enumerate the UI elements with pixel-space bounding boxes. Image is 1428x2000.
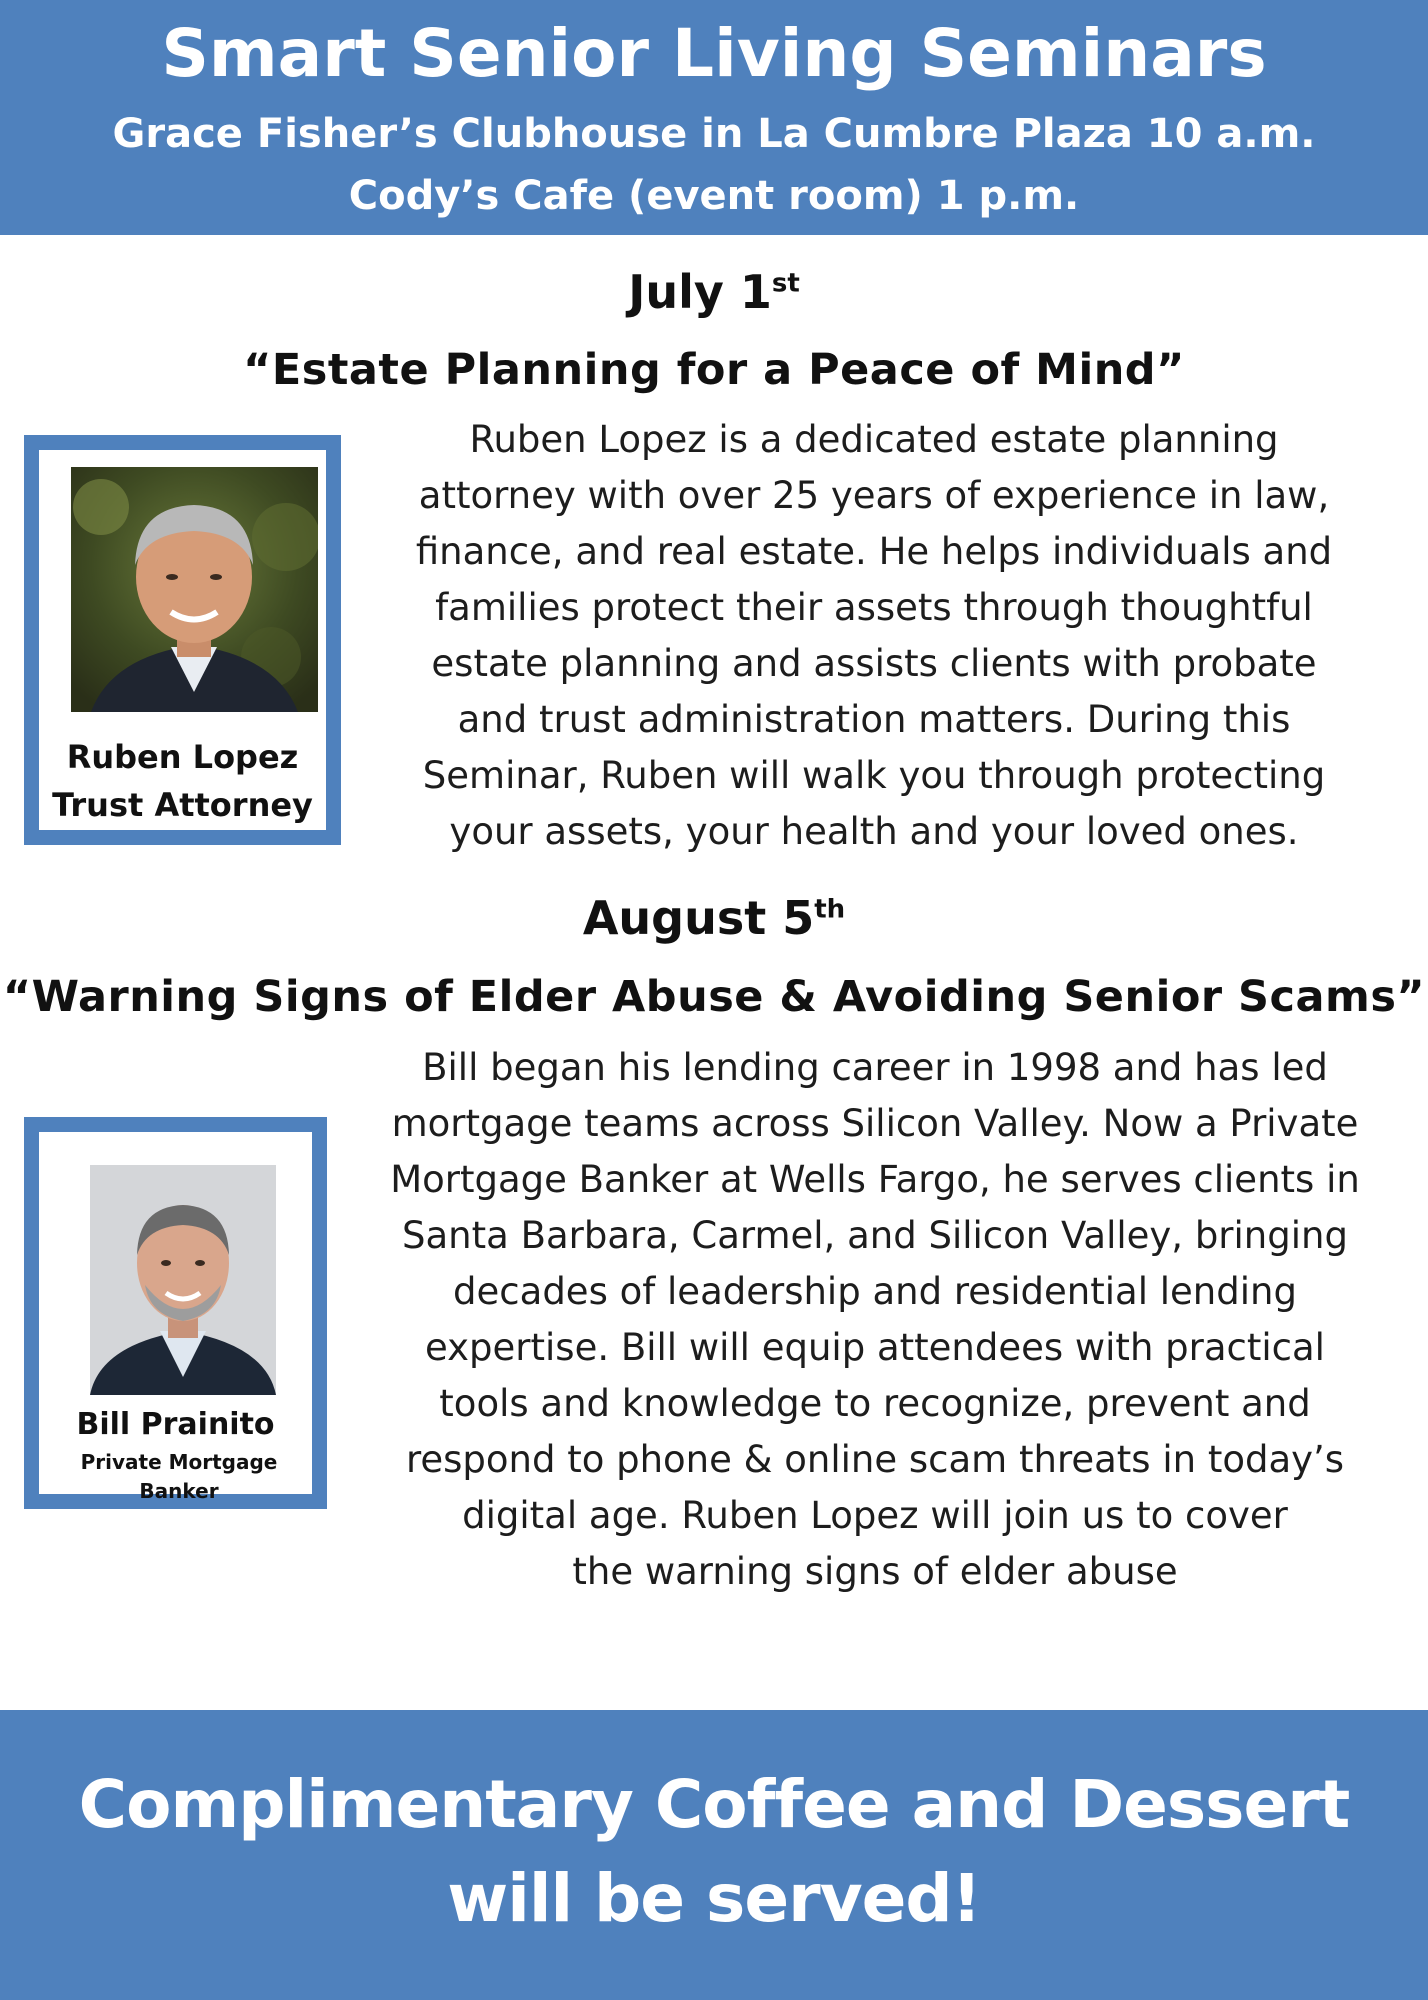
seminar-1-date-suffix: st	[771, 268, 800, 299]
bio-line: your assets, your health and your loved ones.	[449, 810, 1299, 853]
bio-line: Seminar, Ruben will walk you through protecting	[422, 754, 1326, 797]
speaker-1-photo	[71, 467, 318, 712]
bio-line: Ruben Lopez is a dedicated estate planning	[469, 418, 1279, 461]
bio-line: attorney with over 25 years of experience in law,	[418, 474, 1330, 517]
footer-line-2: will be served!	[447, 1860, 981, 1937]
speaker-1-card	[24, 435, 341, 845]
bio-line: respond to phone & online scam threats in today’s	[405, 1438, 1345, 1481]
seminar-1-topic: “Estate Planning for a Peace of Mind”	[243, 345, 1185, 395]
speaker-2-card	[24, 1117, 327, 1509]
bio-line: Mortgage Banker at Wells Fargo, he serves clients in	[390, 1158, 1360, 1201]
page-title: Smart Senior Living Seminars	[161, 15, 1267, 92]
header-banner	[0, 0, 1428, 235]
bio-line: Santa Barbara, Carmel, and Silicon Valley, bringing	[402, 1214, 1348, 1257]
bio-line: mortgage teams across Silicon Valley. Now a Private	[391, 1102, 1359, 1145]
bio-line: Bill began his lending career in 1998 and has led	[422, 1046, 1328, 1089]
bio-line: expertise. Bill will equip attendees with practical	[425, 1326, 1325, 1369]
seminar-2-topic: “Warning Signs of Elder Abuse & Avoiding Senior Scams”	[2, 972, 1426, 1022]
bio-line: decades of leadership and residential lending	[453, 1270, 1297, 1313]
seminar-1-date-text: July 1	[628, 265, 772, 319]
bio-line: estate planning and assists clients with probate	[431, 642, 1317, 685]
seminar-1-bio	[374, 412, 1374, 860]
bio-line: and trust administration matters. During this	[457, 698, 1291, 741]
seminar-2-date-text: August 5	[582, 891, 815, 945]
speaker-1-title: Trust Attorney	[52, 786, 313, 824]
footer-line-1: Complimentary Coffee and Dessert	[78, 1766, 1350, 1843]
location-line-2: Cody’s Cafe (event room) 1 p.m.	[348, 173, 1080, 219]
seminar-2-date	[0, 890, 1428, 946]
footer-banner	[0, 1710, 1428, 2000]
bio-line: digital age. Ruben Lopez will join us to cover	[462, 1494, 1288, 1537]
seminar-1-date	[0, 264, 1428, 320]
speaker-2-photo	[90, 1165, 276, 1395]
bio-line: families protect their assets through thoughtful	[435, 586, 1313, 629]
bio-line: tools and knowledge to recognize, prevent and	[439, 1382, 1311, 1425]
speaker-2-title: Private Mortgage Banker	[80, 1450, 278, 1503]
bio-line: finance, and real estate. He helps individuals and	[415, 530, 1333, 573]
speaker-1-portrait	[71, 467, 318, 712]
bio-line: the warning signs of elder abuse	[572, 1550, 1178, 1593]
speaker-2-name: Bill Prainito	[76, 1407, 275, 1442]
seminar-2-bio	[340, 1040, 1410, 1600]
location-line-1: Grace Fisher’s Clubhouse in La Cumbre Plaza 10 a.m.	[112, 111, 1316, 157]
speaker-2-portrait	[90, 1165, 276, 1395]
seminar-2-date-suffix: th	[814, 894, 846, 925]
speaker-1-name: Ruben Lopez	[66, 738, 299, 776]
